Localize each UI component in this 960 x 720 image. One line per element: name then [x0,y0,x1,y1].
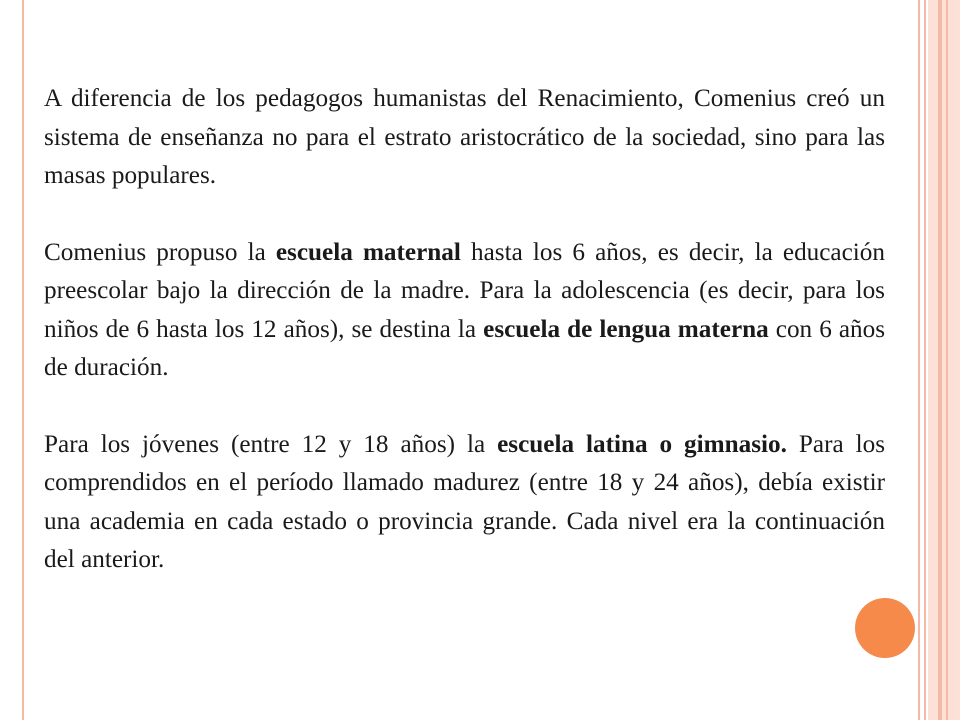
frame-line-left [22,0,24,720]
paragraph-2: Comenius propuso la escuela maternal hasta los 6 años, es decir, la educación preescolar bajo la dirección de la madre. Para la adolescencia (es decir, para los niños de 6 hasta los 12 años), se destina la escuela de lengua materna con 6 años de duración. [44,238,886,381]
frame-line-right-3 [938,0,942,720]
paragraph-3: Para los jóvenes (entre 12 y 18 años) la escuela latina o gimnasio. Para los comprendidos en el período llamado madurez (entre 18 y 24 años), debía existir una academia en cada estado o provincia grande. Cada nivel era la continuación del anterior. [44,430,885,573]
term-escuela-latina: escuela latina o gimnasio. [497,430,787,458]
paragraph-1: A diferencia de los pedagogos humanistas del Renacimiento, Comenius creó un sistema de enseñanza no para el estrato aristocrático de la sociedad, sino para las masas populares. [44,85,885,189]
frame-band-right [928,0,960,720]
term-escuela-lengua-materna: escuela de lengua materna [483,315,769,343]
frame-line-right-2 [924,0,926,720]
decorative-circle [855,598,915,658]
term-escuela-maternal: escuela maternal [275,238,461,266]
slide-body [44,80,885,580]
frame-line-right-4 [946,0,948,720]
frame-line-right-1 [918,0,920,720]
